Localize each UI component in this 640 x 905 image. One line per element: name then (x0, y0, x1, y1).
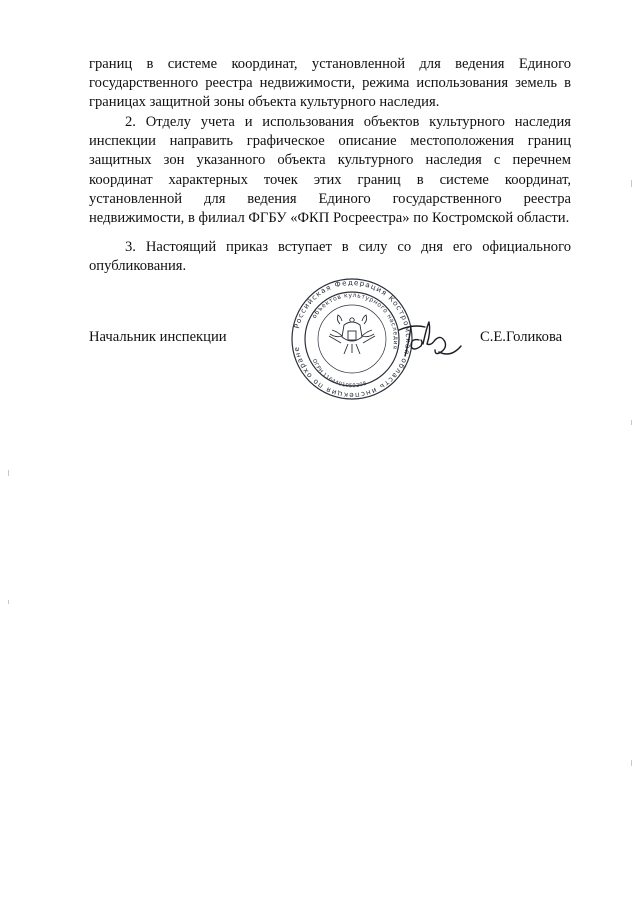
signatory-position: Начальник инспекции (89, 329, 227, 345)
stamp-outer-text: Российская Федерация Костромская область инспекция по охране (291, 278, 414, 400)
double-headed-eagle-icon (329, 315, 375, 354)
paragraph-3: 3. Настоящий приказ вступает в силу со дня его официального опубликования. (89, 239, 571, 275)
stamp-inner-text: объектов культурного наследия (310, 291, 400, 351)
handwritten-signature (395, 318, 467, 364)
stamp-ogrn-text: ОГРН 1164401050208 (310, 358, 368, 390)
signature-graphic (395, 318, 467, 364)
signatory-name: С.Е.Голикова (480, 329, 563, 345)
stamp-center-circle (318, 305, 386, 373)
paragraph-2: 2. Отделу учета и использования объектов культурного наследия инспекции направить графическое описание местоположения границ защитных зон указанного объекта культурного наследия с перечнем координат характерных точек этих границ в системе координат, установленной для ведения Единого государственного реестра недвижимости, в филиал ФГБУ «ФКП Росреестра» по Костромской области. (89, 114, 571, 227)
paragraph-1: границ в системе координат, установленной для ведения Единого государственного реестра недвижимости, режима использования земель в границах защитной зоны объекта культурного наследия. (89, 56, 571, 111)
